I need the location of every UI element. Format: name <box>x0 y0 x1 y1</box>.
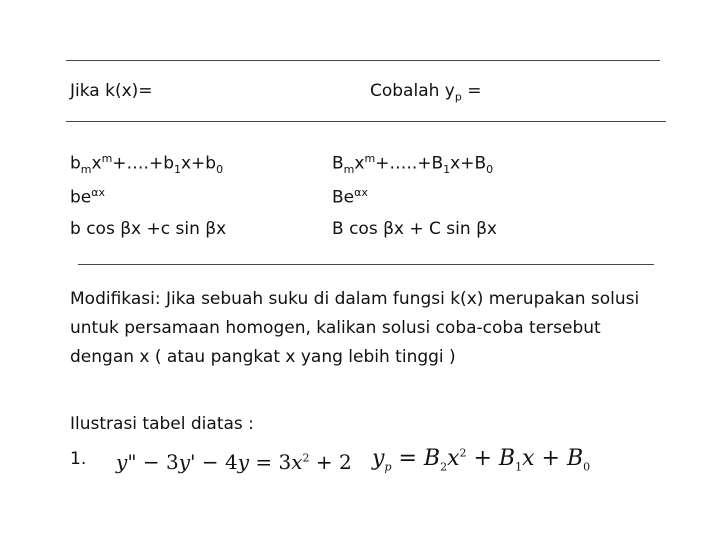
illustration-item-number: 1. <box>70 449 87 469</box>
trial-solution: $y_p = B_2x^2 + B_1x + B_0$ <box>372 446 591 474</box>
table-top-rule <box>66 60 660 61</box>
header-left: Jika k(x)= <box>70 81 153 101</box>
left-row-polynomial: $b_mx^m+\dots.+b_1x+b_0$ <box>70 152 224 177</box>
left-row-trig: b cos βx +c sin βx <box>70 219 227 239</box>
right-row-polynomial: $B_mx^m+\dots..+B_1x+B_0$ <box>332 152 494 177</box>
differential-equation: y" − $3y' - 4y = 3x^2 + 2$ <box>116 450 352 474</box>
table-header-rule <box>66 121 666 122</box>
right-row-exponential: $Be^{\alpha x}$ <box>332 186 368 208</box>
table-bottom-rule <box>78 264 654 265</box>
modification-note: Modifikasi: Jika sebuah suku di dalam fungsi k(x) merupakan solusi untuk persamaan homogen, kalikan solusi coba-coba tersebut dengan x ( atau pangkat x yang lebih tinggi ) <box>70 289 640 367</box>
illustration-title: Ilustrasi tabel diatas : <box>70 414 254 434</box>
right-row-trig: B cos βx + C sin βx <box>332 219 497 239</box>
left-row-exponential: $be^{\alpha x}$ <box>70 186 106 208</box>
header-right: Cobalah $y_p$ = <box>370 81 482 104</box>
